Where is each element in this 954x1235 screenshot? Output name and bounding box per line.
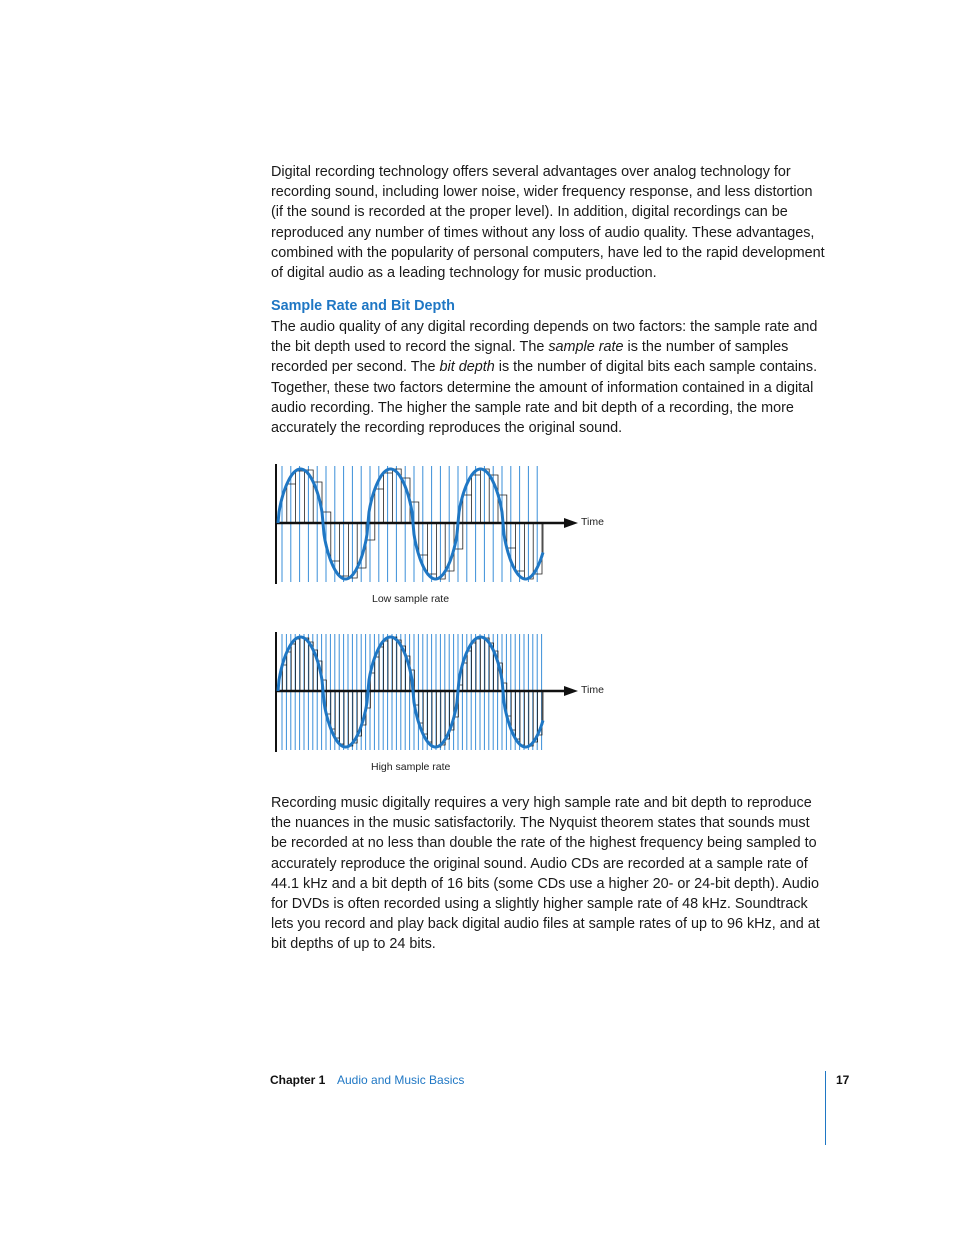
paragraph-text: is the number of digital bits each sample contains. Together, these two factors determine the amount of information contained in a digital audio recording. The higher the sample rate and bit depth of a recording, the more accurately the recording reproduces the original sound. — [271, 359, 818, 437]
section-heading: Sample Rate and Bit Depth — [271, 298, 455, 314]
time-axis-label: Time — [581, 684, 604, 696]
time-axis-label: Time — [581, 516, 604, 528]
nyquist-paragraph: Recording music digitally requires a very high sample rate and bit depth to reproduce the nuances in the music satisfactorily. The Nyquist theorem states that sounds must be recorded at no less than double the rate of the highest frequency being sampled to accurately reproduce the original sound. Audio CDs are recorded at a sample rate of 44.1 kHz and a bit depth of 16 bits (some CDs use a higher 20- or 24-bit depth). Audio for DVDs is often recorded using a slightly higher sample rate of 48 kHz. Soundtrack lets you record and play back digital audio files at sample rates of up to 96 kHz, and at bit depths of up to 24 bits. — [271, 795, 820, 953]
time-axis-arrow — [564, 686, 578, 696]
paragraph-text: The audio quality of any digital recording depends on two factors: the sample rate and the bit depth used to record the signal. The — [271, 319, 818, 356]
term-bit-depth: bit depth — [439, 359, 495, 376]
sample-rate-paragraph — [271, 317, 827, 438]
low-sample-rate-diagram — [268, 460, 628, 588]
paragraph-text: is the number of samples recorded per second. The — [271, 339, 789, 376]
page-number: 17 — [836, 1073, 850, 1087]
time-axis-arrow — [564, 518, 578, 528]
footer-chapter-label: Chapter 1 — [270, 1073, 326, 1087]
low-sample-rate-caption: Low sample rate — [372, 593, 450, 605]
term-sample-rate: sample rate — [548, 339, 624, 356]
high-sample-rate-diagram — [268, 628, 628, 756]
high-sample-rate-caption: High sample rate — [371, 761, 451, 773]
footer-divider — [825, 1071, 826, 1145]
footer-chapter-title: Audio and Music Basics — [337, 1073, 465, 1087]
intro-paragraph: Digital recording technology offers several advantages over analog technology for recording sound, including lower noise, wider frequency response, and less distortion (if the sound is recorded at the proper level). In addition, digital recordings can be reproduced any number of times without any loss of audio quality. These advantages, combined with the popularity of personal computers, have led to the rapid development of digital audio as a leading technology for music production. — [271, 164, 825, 282]
